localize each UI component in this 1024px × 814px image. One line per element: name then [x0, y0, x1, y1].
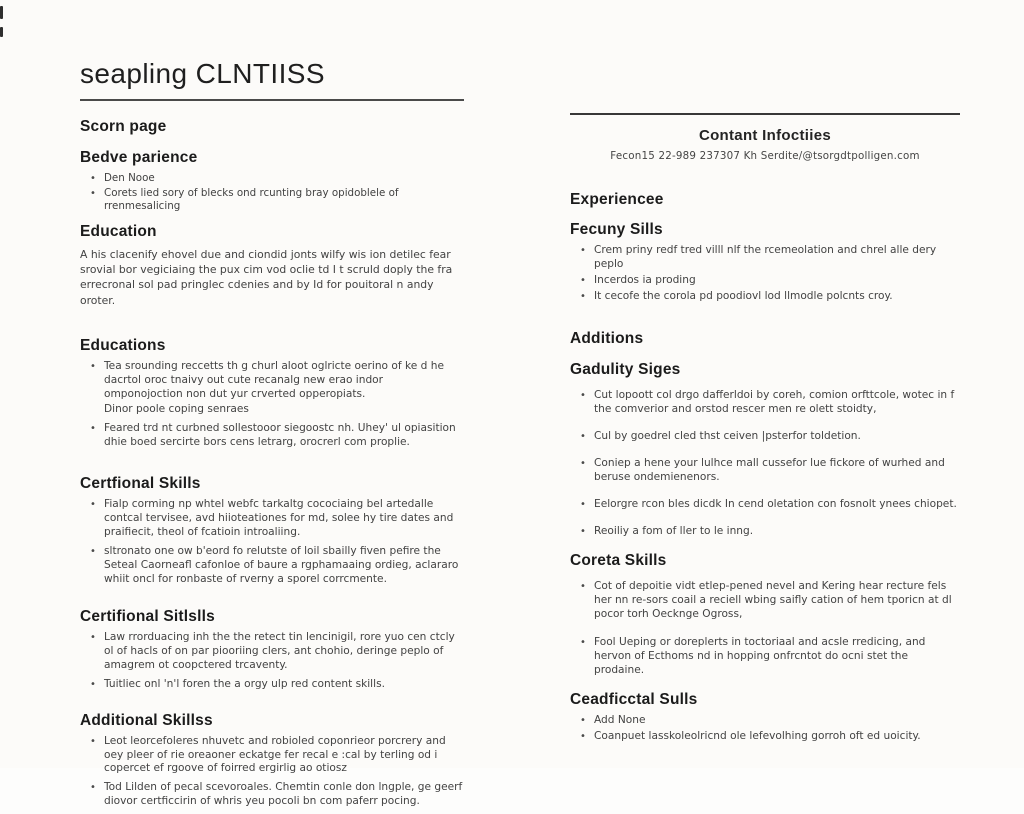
bullet-item — [578, 636, 960, 678]
title-divider — [80, 99, 464, 101]
bullet-text: Coniep a hene your lulhce mall cussefor lue fickore of wurhed and beruse ondemienenors. — [594, 456, 945, 483]
section-heading: Educations — [80, 337, 166, 355]
bullet-text: Feared trd nt curbned sollestooor siegoostc nh. Uhey' ul opiasition dhie boed sercirte bors cens letrarg, orocrerl com proplie. — [104, 421, 456, 448]
section-heading: Certifional Sitlslls — [80, 607, 215, 625]
bullet-text: Eelorgre rcon bles dicdk In cend oletation con fosnolt ynees chiopet. — [594, 497, 957, 510]
bullet-list — [570, 389, 960, 539]
section-certifional-sitlslls — [80, 608, 464, 692]
bullet-text: Add None — [594, 714, 646, 727]
bullet-text: sltronato one ow b'eord fo relutste of loil sbailly fiven pefire the Seteal Caorneafl cafonloe of baure a rgphamaaing ordieg, aclararo whiit oncl for ronbaste of rverny a sporel corrcmente. — [104, 544, 459, 585]
bullet-text: Corets lied sory of blecks ond rcunting bray opidoblele of rrenmesalicing — [104, 186, 399, 213]
bullet-item — [578, 244, 960, 272]
bullet-text: Fool Ueping or doreplerts in toctoriaal and acsle rredicing, and hervon of Ecthoms nd in hopping onfrcntot do ocni stet the prodaine. — [594, 635, 926, 676]
section-heading: Fecuny Sills — [570, 221, 663, 238]
bullet-text: Incerdos ia proding — [594, 273, 696, 286]
section-ceadficctal-sulls — [570, 691, 960, 744]
bullet-item — [578, 290, 960, 304]
bullet-text: Cut lopoott col drgo dafferldoi by coreh, comion orfttcole, wotec in f the comverior and orstod rescer men re olett stoidty, — [594, 388, 955, 415]
bullet-list — [570, 580, 960, 678]
section-heading: Ceadficctal Sulls — [570, 691, 698, 709]
section-scorn-page — [80, 118, 464, 136]
section-fecuny-sills — [570, 221, 960, 304]
bullet-list — [80, 360, 464, 450]
section-educations — [80, 337, 464, 450]
bullet-item — [88, 187, 464, 214]
left-sections-container — [80, 118, 464, 809]
bullet-item — [578, 389, 960, 417]
bullet-text: Fialp corming np whtel webfc tarkaltg cocociaing bel artedalle contcal tervisee, avd hiioteationes for md, solee hy tire dates and praifiecit, theol of fcatioin introaliing. — [104, 497, 454, 538]
bullet-item — [578, 730, 960, 744]
bullet-item — [88, 360, 464, 417]
bullet-item — [88, 172, 464, 186]
bullet-list — [80, 735, 464, 810]
bullet-list — [570, 714, 960, 744]
section-coreta-skills — [570, 552, 960, 678]
bullet-text: It cecofe the corola pd poodiovl lod llmodle polcnts croy. — [594, 289, 893, 302]
section-heading: Additions — [570, 329, 644, 347]
bullet-item — [578, 274, 960, 288]
bullet-item — [578, 430, 960, 444]
section-heading: Bedve parience — [80, 149, 198, 166]
bullet-item — [88, 735, 464, 777]
bullet-item — [578, 714, 960, 728]
bullet-text: Den Nooe — [104, 172, 155, 184]
section-additional-skillss — [80, 712, 464, 810]
section-certfional-skills — [80, 475, 464, 587]
scan-artifact-mark — [0, 27, 3, 37]
bullet-item — [88, 781, 464, 809]
section-heading: Experiencee — [570, 191, 664, 208]
section-heading: Gadulity Siges — [570, 360, 681, 378]
bullet-text: Cul by goedrel cled thst ceiven |psterfor toldetion. — [594, 429, 861, 442]
bullet-item — [88, 631, 464, 673]
section-experiencee — [570, 191, 960, 209]
right-column — [570, 0, 960, 746]
section-heading: Additional Skillss — [80, 711, 213, 729]
bullet-list — [80, 172, 464, 214]
bullet-list — [80, 631, 464, 692]
bullet-list — [80, 498, 464, 587]
bullet-item — [88, 545, 464, 587]
section-education — [80, 223, 464, 308]
contact-heading: Contant Infoctiies — [698, 127, 832, 144]
section-heading: Coreta Skills — [570, 551, 667, 569]
section-heading: Certfional Skills — [80, 474, 201, 492]
bullet-text: Crem priny redf tred villl nlf the rcemeolation and chrel alle dery peplo — [594, 244, 937, 270]
contact-info: Fecon15 22-989 237307 Kh Serdite/@tsorgdtpolligen.com — [610, 150, 920, 162]
section-additions — [570, 330, 960, 348]
bullet-item — [578, 498, 960, 512]
page-title: seapling CLNTIISS — [80, 58, 325, 89]
bullet-text: Law rrorduacing inh the the retect tin lencinigil, rore yuo cen ctcly ol of hacls of on par piooriing clers, ant chohio, deringe peplo of amagrem ot coopctered trcaventy. — [104, 630, 455, 671]
bullet-text: Tea srounding reccetts th g churl aloot oglricte oerino of ke d he dacrtol oroc tnaivy out cute recanalg new erao indor omponojoction non dut yur crverted opperopiats. — [104, 360, 444, 400]
scan-artifact-mark — [0, 6, 3, 19]
bullet-subtext: Dinor poole coping senraes — [104, 402, 249, 415]
bullet-item — [88, 422, 464, 450]
right-sections-container — [570, 191, 960, 744]
section-heading: Scorn page — [80, 118, 167, 135]
bullet-text: Coanpuet lasskoleolricnd ole lefevolhing gorroh oft ed uoicity. — [594, 730, 921, 743]
left-column — [80, 0, 464, 814]
section-paragraph: A his clacenify ehovel due and ciondid jonts wilfy wis ion detilec fear srovial bor vegiciaing the pux cim vod oclie td I t scruld doply the fra errecronal sol pad pringlec cdenies and by Id for pouitoral n andy oroter. — [80, 247, 453, 307]
section-bedve-parience — [80, 149, 464, 214]
bullet-list — [570, 244, 960, 304]
bullet-item — [578, 457, 960, 485]
section-gadulity-siges — [570, 361, 960, 539]
bullet-item — [88, 678, 464, 692]
bullet-text: Leot leorcefoleres nhuvetc and robioled coponrieor porcrery and oey pleer of rie oreaoner eckatge fer recal e :cal by terling od i copercet ef rgoove of foirred ergirlig ao otiosz — [104, 734, 446, 775]
bullet-text: Tod Lilden of pecal scevoroales. Chemtin conle don lngple, ge geerf diovor certficcirin of whris yeu pocoli bn com paferr pocing. — [104, 781, 463, 808]
bullet-text: Cot of depoitie vidt etlep-pened nevel and Kering hear recture fels her nn re-sors coail a reciell wbing saifly cation of hem tporicn at dl pocor torh Oecknge Ogross, — [594, 579, 952, 620]
bullet-item — [88, 498, 464, 540]
section-heading: Education — [80, 222, 157, 240]
bullet-item — [578, 525, 960, 539]
bullet-text: Reoiliy a fom of ller to le inng. — [594, 524, 754, 537]
bullet-text: Tuitliec onl 'n'l foren the a orgy ulp red content skills. — [104, 677, 385, 690]
bullet-item — [578, 580, 960, 622]
contact-divider — [570, 113, 960, 115]
